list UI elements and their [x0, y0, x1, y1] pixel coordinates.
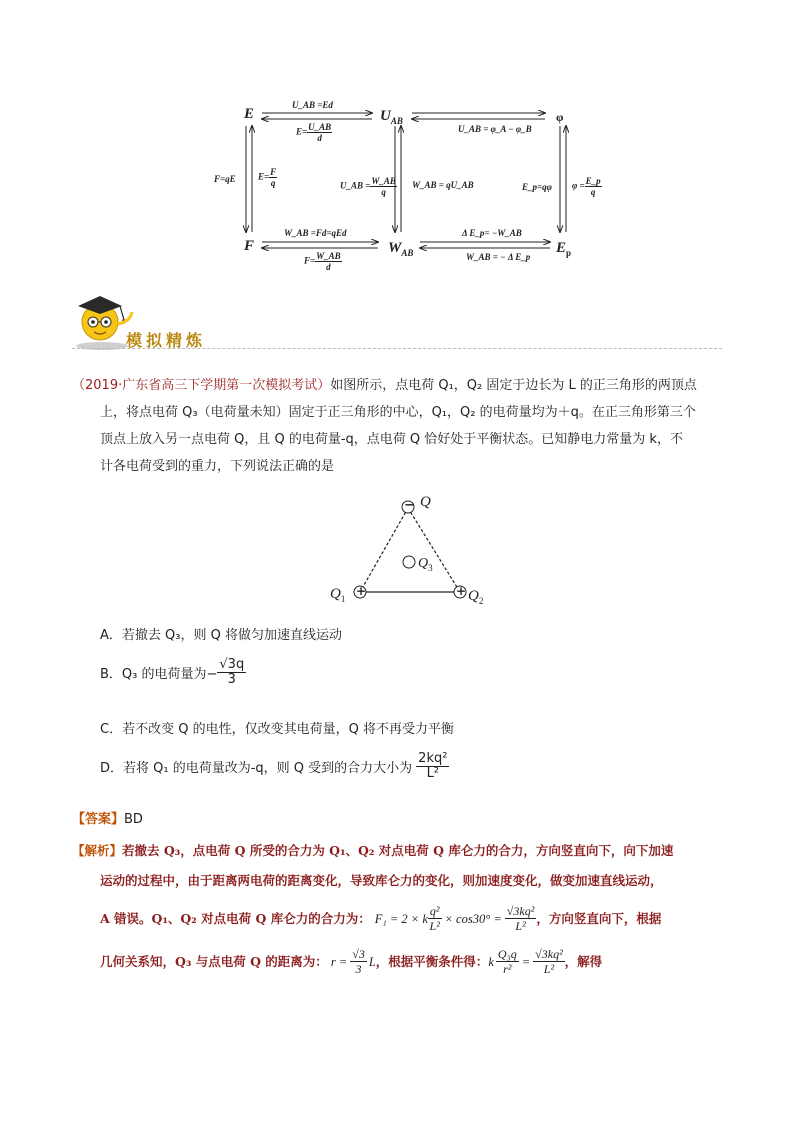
option-c: C．若不改变 Q 的电性，仅改变其电荷量，Q 将不再受力平衡 [100, 722, 454, 737]
label-e-uab-d: E= $\frac{U\_AB}{d}$ [296, 122, 332, 143]
banner-title: 模拟精炼 [126, 331, 207, 350]
label-w-dep: W_AB = − Δ E_p [466, 252, 531, 262]
analysis-line-2: 运动的过程中，由于距离两电荷的距离变化，导致库仑力的变化，则加速度变化，做变加速直线运动， [100, 873, 663, 888]
charge-q2-sign: + [456, 584, 467, 598]
analysis-line-1: 若撤去 Q₃，点电荷 Q 所受的合力为 Q₁、Q₂ 对点电荷 Q 库仑力的合力，方向竖直向下，向下加速 [122, 843, 674, 858]
analysis-line-3: A 错误。Q₁、Q₂ 对点电荷 Q 库仑力的合力为： F₁ = 2 × k $\frac{\text{q²}}{\text{L²}}$ × cos30° = $\frac{\text{√3kq²}}{\text{L²}}$ ，方向竖直向下，根据 [100, 904, 662, 933]
node-e: E [244, 106, 255, 122]
analysis-block [72, 840, 732, 976]
charge-q2-label: $Q_2$ [468, 588, 484, 606]
node-f: F [244, 238, 255, 254]
node-uab: $U_{AB}$ [380, 108, 403, 126]
label-uab-phi: U_AB = φ_A − φ_B [458, 124, 532, 134]
option-b: B．Q₃ 的电荷量为− $\frac{√3q}{3}$ [100, 657, 245, 687]
question-source: （2019·广东省高三下学期第一次模拟考试） [72, 378, 331, 393]
question-stem [72, 372, 732, 480]
label-ep-qphi: E_p=qφ [522, 182, 552, 192]
analysis-line-4: 几何关系知，Q₃ 与点电荷 Q 的距离为： r = $\frac{√3}{3}$ L ，根据平衡条件得： k $\frac{\text{Q₃q}}{\text{r²}}$ = $\frac{\text{√3kq²}}{\text{L²}}$ ，解得 [100, 947, 603, 976]
banner-divider [72, 348, 722, 349]
analysis-tag: 【解析】 [72, 843, 123, 858]
label-uab-w-q: U_AB = $\frac{W\_AB}{q}$ [340, 176, 396, 197]
section-banner [72, 290, 722, 352]
answer-tag: 【答案】 [72, 812, 125, 827]
label-f-w-d: F= $\frac{W\_AB}{d}$ [304, 251, 341, 272]
charge-q-label: Q [420, 494, 431, 510]
answer-value: BD [124, 812, 143, 827]
question-line-3: 顶点上放入另一点电荷 Q，且 Q 的电荷量-q，点电荷 Q 恰好处于平衡状态。已知静电力常量为 k，不 [100, 432, 683, 447]
label-e-f-q: E= $\frac{F}{q}$ [258, 167, 277, 188]
charge-q-sign: − [404, 498, 415, 513]
question-line-2: 上，将点电荷 Q₃（电荷量未知）固定于正三角形的中心，Q₁，Q₂ 的电荷量均为＋q。在正三角形第三个 [100, 405, 696, 420]
label-phi-ep-q: φ = $\frac{E\_p}{q}$ [572, 176, 601, 197]
charge-q1-label: $Q_1$ [330, 586, 346, 604]
label-w-fd: W_AB =Fd=qEd [284, 228, 347, 238]
label-dep-w: Δ E_p= −W_AB [462, 228, 522, 238]
label-uab-ed: U_AB =Ed [292, 100, 333, 110]
node-ep: $E_p$ [556, 240, 572, 258]
charge-q3-label: $Q_3$ [418, 556, 433, 573]
label-f-qe: F=qE [214, 174, 236, 184]
node-phi: φ [556, 110, 564, 124]
question-line-4: 计各电荷受到的重力，下列说法正确的是 [100, 459, 335, 474]
node-wab: $W_{AB}$ [388, 240, 414, 258]
option-a: A．若撤去 Q₃，则 Q 将做匀加速直线运动 [100, 628, 342, 643]
option-d: D．若将 Q₁ 的电荷量改为-q，则 Q 受到的合力大小为 2kq² L² [100, 751, 448, 781]
relation-diagram [200, 92, 620, 282]
charge-q1-sign: + [356, 584, 367, 598]
answer-line [72, 808, 143, 827]
question-line-1: 如图所示，点电荷 Q₁，Q₂ 固定于边长为 L 的正三角形的两顶点 [330, 378, 697, 393]
triangle-figure [320, 490, 500, 615]
label-w-quab: W_AB = qU_AB [412, 180, 474, 190]
